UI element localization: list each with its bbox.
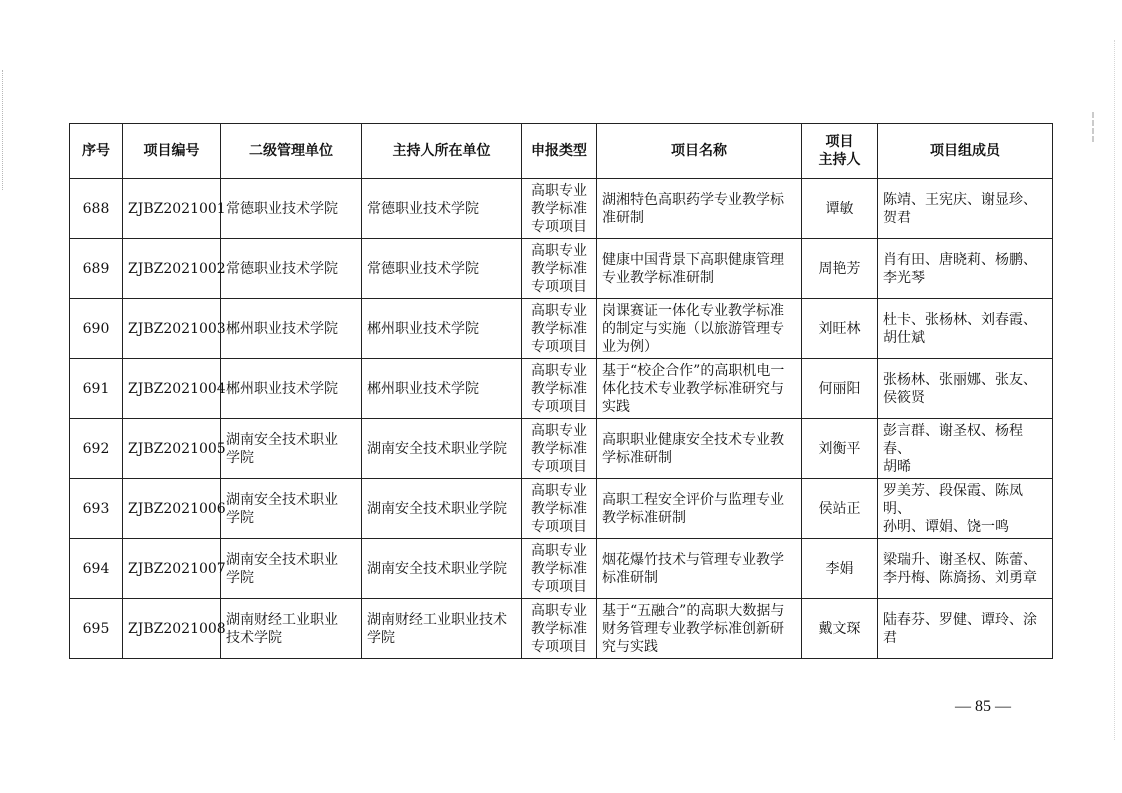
cell-members: 彭言群、谢圣权、杨程春、 胡晞 [878,419,1053,479]
cell-name: 健康中国背景下高职健康管理 专业教学标准研制 [597,239,802,299]
cell-unit: 湖南安全技术职业 学院 [221,539,362,599]
header-name: 项目名称 [597,124,802,179]
cell-host-unit: 湖南安全技术职业学院 [362,419,522,479]
cell-type: 高职专业 教学标准 专项项目 [522,299,597,359]
header-host-unit: 主持人所在单位 [362,124,522,179]
scan-artifact-right [1114,40,1116,740]
cell-no: 694 [70,539,123,599]
cell-host-unit: 湖南安全技术职业学院 [362,539,522,599]
table-header-row [70,124,1053,179]
cell-name: 基于“校企合作”的高职机电一 体化技术专业教学标准研究与 实践 [597,359,802,419]
cell-unit: 常德职业技术学院 [221,179,362,239]
header-unit: 二级管理单位 [221,124,362,179]
scan-artifact-left [2,70,5,190]
table-row [70,359,1053,419]
table-row [70,179,1053,239]
table-row [70,539,1053,599]
cell-host-unit: 郴州职业技术学院 [362,299,522,359]
header-code: 项目编号 [123,124,221,179]
cell-name: 岗课赛证一体化专业教学标准 的制定与实施（以旅游管理专 业为例） [597,299,802,359]
cell-no: 695 [70,599,123,659]
table-row [70,419,1053,479]
header-no: 序号 [70,124,123,179]
cell-name: 高职职业健康安全技术专业教 学标准研制 [597,419,802,479]
cell-type: 高职专业 教学标准 专项项目 [522,419,597,479]
table-row [70,479,1053,539]
cell-unit: 郴州职业技术学院 [221,299,362,359]
scan-mark [1092,112,1104,142]
cell-leader: 周艳芳 [802,239,878,299]
cell-no: 690 [70,299,123,359]
cell-members: 梁瑞升、谢圣权、陈蕾、 李丹梅、陈旖扬、刘勇章 [878,539,1053,599]
cell-leader: 何丽阳 [802,359,878,419]
cell-members: 陈靖、王宪庆、谢显珍、 贺君 [878,179,1053,239]
cell-members: 陆春芬、罗健、谭玲、涂君 [878,599,1053,659]
header-type: 申报类型 [522,124,597,179]
cell-leader: 戴文琛 [802,599,878,659]
cell-no: 691 [70,359,123,419]
project-table [69,123,1053,659]
header-members: 项目组成员 [878,124,1053,179]
cell-code: ZJBZ2021001 [123,179,221,239]
cell-code: ZJBZ2021006 [123,479,221,539]
cell-host-unit: 常德职业技术学院 [362,179,522,239]
cell-code: ZJBZ2021008 [123,599,221,659]
cell-host-unit: 郴州职业技术学院 [362,359,522,419]
cell-code: ZJBZ2021004 [123,359,221,419]
cell-name: 湖湘特色高职药学专业教学标 准研制 [597,179,802,239]
cell-unit: 常德职业技术学院 [221,239,362,299]
cell-host-unit: 湖南安全技术职业学院 [362,479,522,539]
cell-type: 高职专业 教学标准 专项项目 [522,599,597,659]
cell-type: 高职专业 教学标准 专项项目 [522,359,597,419]
table-row [70,299,1053,359]
cell-name: 高职工程安全评价与监理专业 教学标准研制 [597,479,802,539]
header-leader: 项目 主持人 [802,124,878,179]
page-number: — 85 — [955,698,1011,715]
cell-leader: 李娟 [802,539,878,599]
cell-members: 肖有田、唐晓莉、杨鹏、 李光琴 [878,239,1053,299]
cell-type: 高职专业 教学标准 专项项目 [522,539,597,599]
cell-code: ZJBZ2021003 [123,299,221,359]
cell-unit: 湖南财经工业职业 技术学院 [221,599,362,659]
cell-leader: 刘旺林 [802,299,878,359]
cell-unit: 郴州职业技术学院 [221,359,362,419]
cell-leader: 谭敏 [802,179,878,239]
cell-leader: 侯站正 [802,479,878,539]
cell-members: 杜卡、张杨林、刘春霞、 胡仕斌 [878,299,1053,359]
cell-type: 高职专业 教学标准 专项项目 [522,479,597,539]
cell-code: ZJBZ2021005 [123,419,221,479]
cell-code: ZJBZ2021002 [123,239,221,299]
cell-host-unit: 湖南财经工业职业技术 学院 [362,599,522,659]
table-row [70,239,1053,299]
cell-members: 罗美芳、段保霞、陈凤明、 孙明、谭娟、饶一鸣 [878,479,1053,539]
cell-leader: 刘衡平 [802,419,878,479]
table-row [70,599,1053,659]
cell-no: 692 [70,419,123,479]
cell-name: 烟花爆竹技术与管理专业教学 标准研制 [597,539,802,599]
cell-no: 688 [70,179,123,239]
cell-host-unit: 常德职业技术学院 [362,239,522,299]
cell-name: 基于“五融合”的高职大数据与 财务管理专业教学标准创新研 究与实践 [597,599,802,659]
cell-unit: 湖南安全技术职业 学院 [221,479,362,539]
cell-no: 689 [70,239,123,299]
cell-type: 高职专业 教学标准 专项项目 [522,239,597,299]
cell-unit: 湖南安全技术职业 学院 [221,419,362,479]
cell-type: 高职专业 教学标准 专项项目 [522,179,597,239]
cell-no: 693 [70,479,123,539]
cell-members: 张杨林、张丽娜、张友、 侯筱贤 [878,359,1053,419]
cell-code: ZJBZ2021007 [123,539,221,599]
